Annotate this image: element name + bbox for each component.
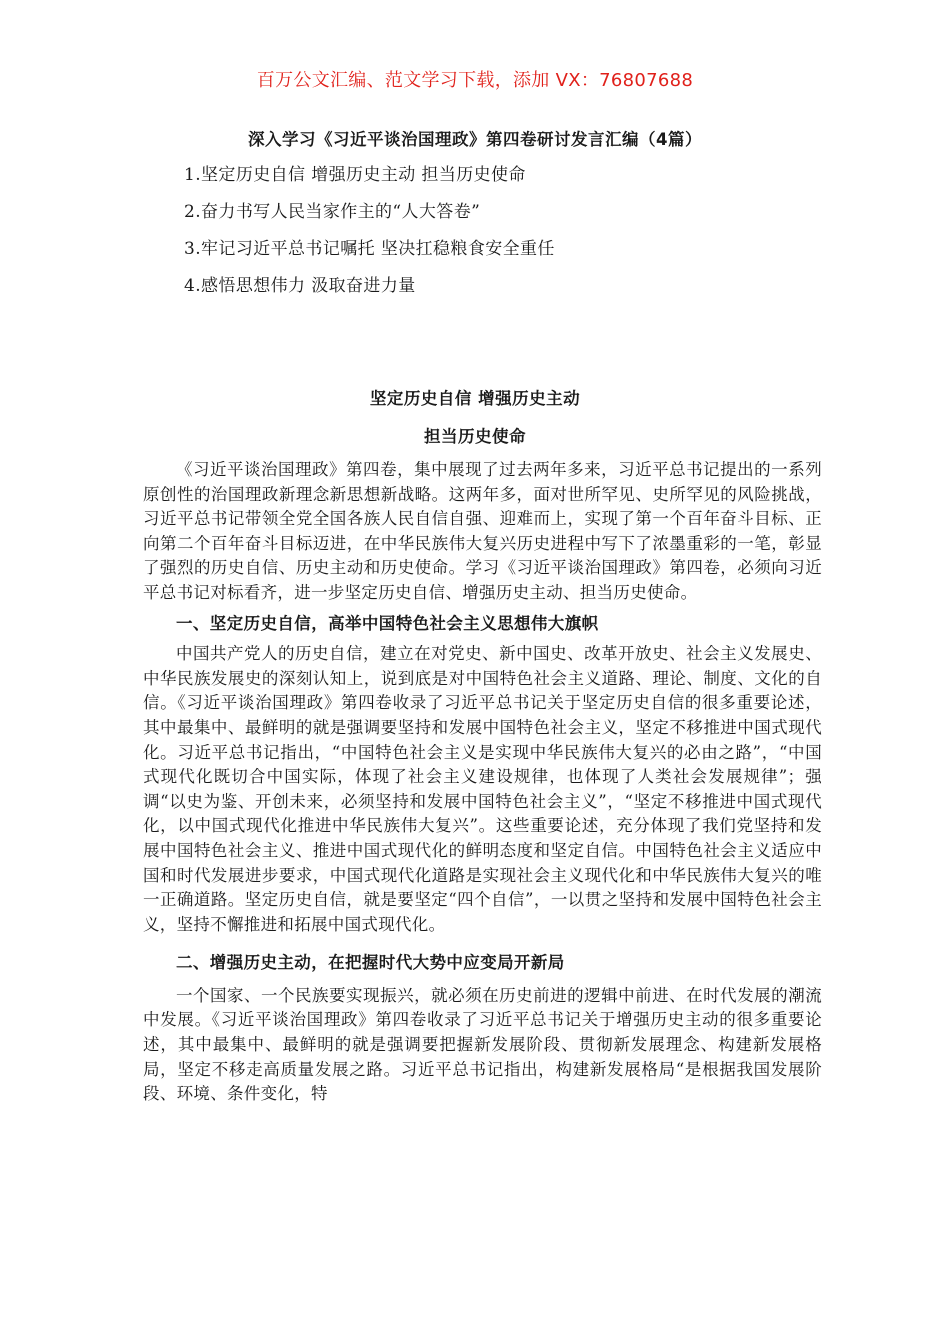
section-1-heading: 一、坚定历史自信，高举中国特色社会主义思想伟大旗帜 (176, 613, 599, 633)
table-of-contents (184, 162, 555, 310)
intro-paragraph: 《习近平谈治国理政》第四卷，集中展现了过去两年多来，习近平总书记提出的一系列原创性的治国理政新理念新思想新战略。这两年多，面对世所罕见、史所罕见的风险挑战，习近平总书记带领全党全国各族人民自信自强、迎难而上，实现了第一个百年奋斗目标、正向第二个百年奋斗目标迈进，在中华民族伟大复兴历史进程中写下了浓墨重彩的一笔，彰显了强烈的历史自信、历史主动和历史使命。学习《习近平谈治国理政》第四卷，必须向习近平总书记对标看齐，进一步坚定历史自信、增强历史主动、担当历史使命。 (143, 460, 822, 602)
toc-item-4: 4.感悟思想伟力 汲取奋进力量 (184, 276, 416, 296)
article-title-line2: 担当历史使命 (424, 427, 526, 446)
download-banner: 百万公文汇编、范文学习下载，添加 VX：76807688 (256, 70, 694, 91)
toc-item-3: 3.牢记习近平总书记嘱托 坚决扛稳粮食安全重任 (184, 239, 555, 259)
collection-title: 深入学习《习近平谈治国理政》第四卷研讨发言汇编（4篇） (248, 130, 702, 149)
section-2-paragraph: 一个国家、一个民族要实现振兴，就必须在历史前进的逻辑中前进、在时代发展的潮流中发展。《习近平谈治国理政》第四卷收录了习近平总书记关于增强历史主动的很多重要论述，其中最集中、最鲜明的就是强调要把握新发展阶段、贯彻新发展理念、构建新发展格局，坚定不移走高质量发展之路。习近平总书记指出，构建新发展格局“是根据我国发展阶段、环境、条件变化，特 (143, 985, 822, 1104)
section-1-paragraph: 中国共产党人的历史自信，建立在对党史、新中国史、改革开放史、社会主义发展史、中华民族发展史的深刻认知上，说到底是对中国特色社会主义道路、理论、制度、文化的自信。《习近平谈治国理政》第四卷收录了习近平总书记关于坚定历史自信的很多重要论述，其中最集中、最鲜明的就是强调要坚持和发展中国特色社会主义，坚定不移推进中国式现代化。习近平总书记指出，“中国特色社会主义是实现中华民族伟大复兴的必由之路”，“中国式现代化既切合中国实际，体现了社会主义建设规律，也体现了人类社会发展规律”；强调“以史为鉴、开创未来，必须坚持和发展中国特色社会主义”，“坚定不移推进中国式现代化，以中国式现代化推进中华民族伟大复兴”。这些重要论述，充分体现了我们党坚持和发展中国特色社会主义、推进中国式现代化的鲜明态度和坚定自信。中国特色社会主义适应中国和时代发展进步要求，中国式现代化道路是实现社会主义现代化和中华民族伟大复兴的唯一正确道路。坚定历史自信，就是要坚定“四个自信”，一以贯之坚持和发展中国特色社会主义，坚持不懈推进和拓展中国式现代化。 (143, 644, 822, 934)
article-body (143, 458, 822, 1107)
article-title-line1: 坚定历史自信 增强历史主动 (369, 389, 581, 408)
section-2-heading: 二、增强历史主动，在把握时代大势中应变局开新局 (176, 953, 565, 973)
toc-item-2: 2.奋力书写人民当家作主的“人大答卷” (184, 202, 481, 222)
toc-item-1: 1.坚定历史自信 增强历史主动 担当历史使命 (184, 165, 526, 185)
